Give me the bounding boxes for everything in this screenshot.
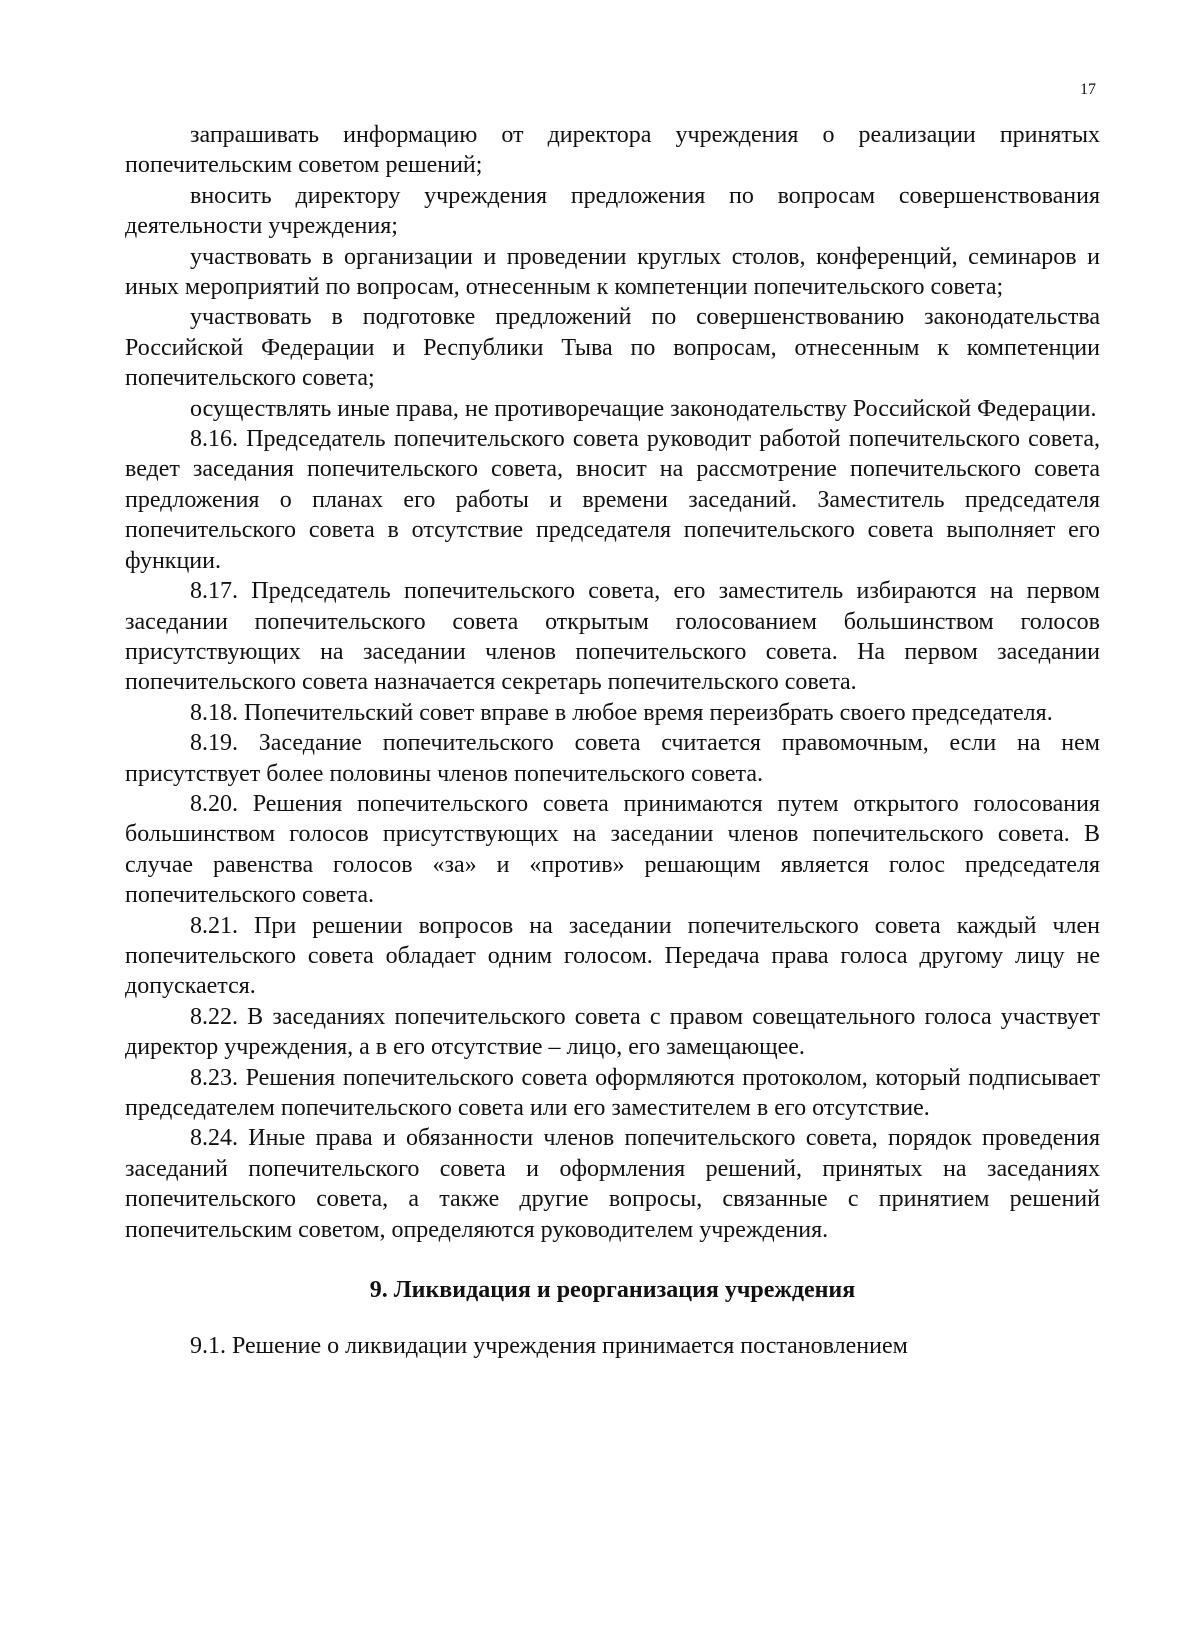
paragraph-participate-legislation: участвовать в подготовке предложений по совершенствованию законодательства Российской Федерации и Республики Тыва по вопросам, отнесенным к компетенции попечительского совета;	[125, 304, 1100, 392]
paragraph-submit-proposals: вносить директору учреждения предложения по вопросам совершенствования деятельности учреждения;	[125, 182, 1100, 240]
paragraph-other-rights: осуществлять иные права, не противоречащие законодательству Российской Федерации.	[190, 395, 1097, 422]
paragraph-8-21: 8.21. При решении вопросов на заседании попечительского совета каждый член попечительского совета обладает одним голосом. Передача права голоса другому лицу не допускается.	[125, 912, 1100, 1000]
page-number: 17	[1080, 81, 1096, 98]
section-heading: 9. Ликвидация и реорганизация учреждения	[369, 1277, 856, 1304]
paragraph-8-24: 8.24. Иные права и обязанности членов попечительского совета, порядок проведения заседаний попечительского совета и оформления решений, принятых на заседаниях попечительского совета, а также другие вопросы, связанные с принятием решений попечительским советом, определяются руководителем учреждения.	[125, 1125, 1100, 1243]
paragraph-8-17: 8.17. Председатель попечительского совета, его заместитель избираются на первом заседании попечительского совета открытым голосованием большинством голосов присутствующих на заседании членов попечительского совета. На первом заседании попечительского совета назначается секретарь попечительского совета.	[125, 578, 1100, 696]
paragraph-8-16: 8.16. Председатель попечительского совета руководит работой попечительского совета, ведет заседания попечительского совета, вносит на рассмотрение попечительского совета предложения о планах его работы и времени заседаний. Заместитель председателя попечительского совета в отсутствие председателя попечительского совета выполняет его функции.	[125, 426, 1100, 574]
document-body	[125, 120, 1100, 1361]
paragraph-8-20: 8.20. Решения попечительского совета принимаются путем открытого голосования большинством голосов присутствующих на заседании членов попечительского совета. В случае равенства голосов «за» и «против» решающим является голос председателя попечительского совета.	[125, 790, 1100, 909]
paragraph-8-23: 8.23. Решения попечительского совета оформляются протоколом, который подписывает председателем попечительского совета или его заместителем в его отсутствие.	[125, 1064, 1100, 1121]
paragraph-9-1: 9.1. Решение о ликвидации учреждения принимается постановлением	[190, 1333, 908, 1360]
paragraph-participate-events: участвовать в организации и проведении круглых столов, конференций, семинаров и иных мероприятий по вопросам, отнесенным к компетенции попечительского совета;	[125, 243, 1100, 301]
paragraph-8-18: 8.18. Попечительский совет вправе в любое время переизбрать своего председателя.	[190, 699, 1053, 726]
paragraph-8-19: 8.19. Заседание попечительского совета считается правомочным, если на нем присутствует более половины членов попечительского совета.	[125, 730, 1100, 787]
paragraph-8-22: 8.22. В заседаниях попечительского совета с правом совещательного голоса участвует директор учреждения, а в его отсутствие – лицо, его замещающее.	[125, 1003, 1100, 1061]
paragraph-request-information: запрашивать информацию от директора учреждения о реализации принятых попечительским советом решений;	[125, 122, 1100, 179]
